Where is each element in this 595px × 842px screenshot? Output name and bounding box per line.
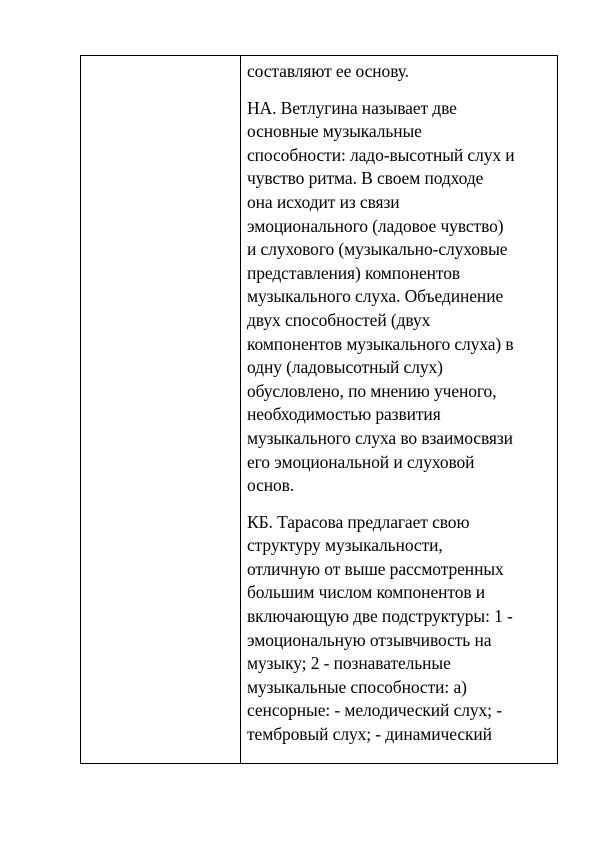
text-line: составляют ее основу.: [247, 61, 409, 81]
content-table: [80, 55, 558, 764]
text-line: музыку; 2 - познавательные: [247, 653, 451, 674]
text-line: включающую две подструктуры: 1 -: [247, 606, 513, 627]
table-right-cell: [247, 60, 557, 747]
text-line: и слухового (музыкально-слуховые: [247, 239, 508, 260]
column-divider: [240, 56, 241, 763]
text-line: большим числом компонентов и: [247, 582, 486, 603]
table-left-cell: [81, 56, 240, 763]
paragraph-vetlugina: [247, 97, 557, 498]
text-line: структуру музыкальности,: [247, 535, 443, 556]
text-line: она исходит из связи: [247, 191, 400, 212]
text-line: отличную от выше рассмотренных: [247, 558, 504, 579]
text-line: необходимостью развития: [247, 404, 441, 425]
text-line: эмоционального (ладовое чувство): [247, 215, 504, 236]
text-line: обусловлено, по мнению ученого,: [247, 380, 497, 401]
text-line: КБ. Тарасова предлагает свою: [247, 511, 470, 532]
text-line: двух способностей (двух: [247, 309, 431, 330]
text-line: НА. Ветлугина называет две: [247, 97, 457, 118]
text-line: музыкального слуха. Объединение: [247, 286, 504, 307]
text-line: представления) компонентов: [247, 262, 461, 283]
text-line: компонентов музыкального слуха) в: [247, 333, 514, 354]
text-line: основ.: [247, 475, 295, 496]
text-line: способности: ладо-высотный слух и: [247, 144, 515, 165]
paragraph-continuation: [247, 60, 557, 84]
text-line: его эмоциональной и слуховой: [247, 451, 475, 472]
text-line: музыкального слуха во взаимосвязи: [247, 427, 513, 448]
text-line: одну (ладовысотный слух): [247, 357, 443, 378]
text-line: сенсорные: - мелодический слух; -: [247, 700, 502, 721]
text-line: эмоциональную отзывчивость на: [247, 629, 492, 650]
text-line: музыкальные способности: а): [247, 676, 467, 697]
text-line: чувство ритма. В своем подходе: [247, 168, 484, 189]
paragraph-tarasova: [247, 511, 557, 747]
text-line: тембровый слух; - динамический: [247, 724, 492, 745]
text-line: основные музыкальные: [247, 121, 422, 142]
